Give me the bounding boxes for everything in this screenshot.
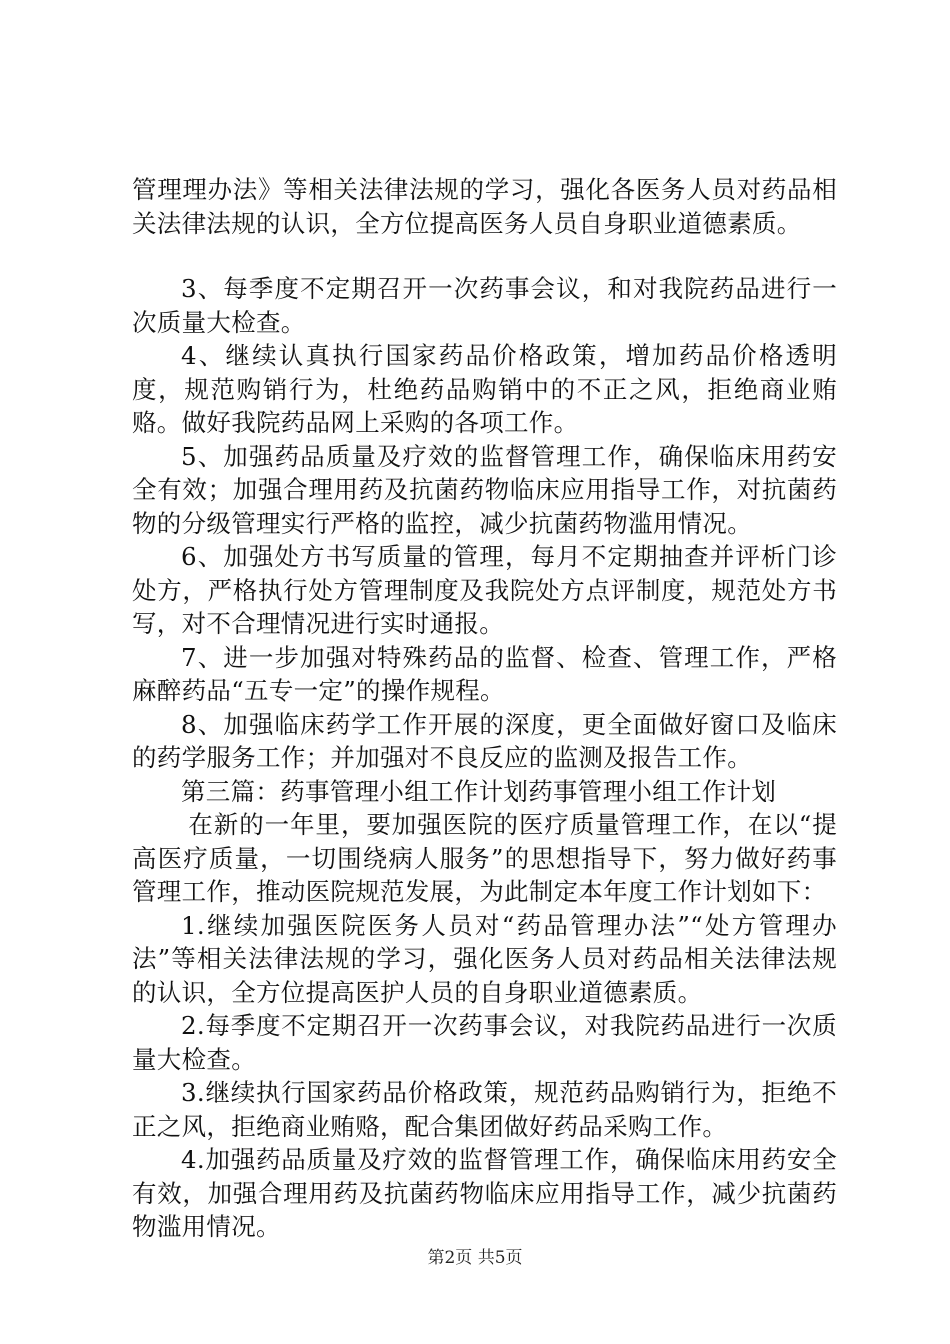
- paragraph-item-3: 3、每季度不定期召开一次药事会议，和对我院药品进行一次质量大检查。: [132, 274, 837, 337]
- document-body: [132, 173, 837, 1244]
- paragraph-plan-1: 1.继续加强医院医务人员对“药品管理办法”“处方管理办法”等相关法律法规的学习，强化医务人员对药品相关法律法规的认识，全方位提高医护人员的自身职业道德素质。: [132, 910, 838, 1007]
- paragraph-intro: 在新的一年里，要加强医院的医疗质量管理工作，在以“提高医疗质量，一切围绕病人服务”的思想指导下，努力做好药事管理工作，推动医院规范发展，为此制定本年度工作计划如下：: [132, 810, 837, 906]
- paragraph-item-4: 4、继续认真执行国家药品价格政策，增加药品价格透明度，规范购销行为，杜绝药品购销中的不正之风，拒绝商业贿赂。做好我院药品网上采购的各项工作。: [132, 341, 837, 437]
- paragraph-item-5: 5、加强药品质量及疗效的监督管理工作，确保临床用药安全有效；加强合理用药及抗菌药物临床应用指导工作，对抗菌药物的分级管理实行严格的监控，减少抗菌药物滥用情况。: [132, 441, 837, 538]
- paragraph-item-6: 6、加强处方书写质量的管理，每月不定期抽查并评析门诊处方，严格执行处方管理制度及我院处方点评制度，规范处方书写，对不合理情况进行实时通报。: [132, 542, 837, 638]
- paragraph-item-7: 7、进一步加强对特殊药品的监督、检查、管理工作，严格麻醉药品“五专一定”的操作规程。: [132, 642, 837, 705]
- page-number-footer: 第2页 共5页: [427, 1248, 523, 1268]
- paragraph-continuation: 管理理办法》等相关法律法规的学习，强化各医务人员对药品相关法律法规的认识，全方位提高医务人员自身职业道德素质。: [132, 175, 837, 238]
- paragraph-plan-3: 3.继续执行国家药品价格政策，规范药品购销行为，拒绝不正之风，拒绝商业贿赂，配合集团做好药品采购工作。: [132, 1078, 837, 1141]
- section-heading: 第三篇：药事管理小组工作计划药事管理小组工作计划: [181, 776, 777, 806]
- paragraph-plan-2: 2.每季度不定期召开一次药事会议，对我院药品进行一次质量大检查。: [132, 1011, 837, 1074]
- paragraph-plan-4: 4.加强药品质量及疗效的监督管理工作，确保临床用药安全有效，加强合理用药及抗菌药物临床应用指导工作，减少抗菌药物滥用情况。: [132, 1145, 837, 1241]
- paragraph-item-8: 8、加强临床药学工作开展的深度，更全面做好窗口及临床的药学服务工作；并加强对不良反应的监测及报告工作。: [132, 709, 837, 772]
